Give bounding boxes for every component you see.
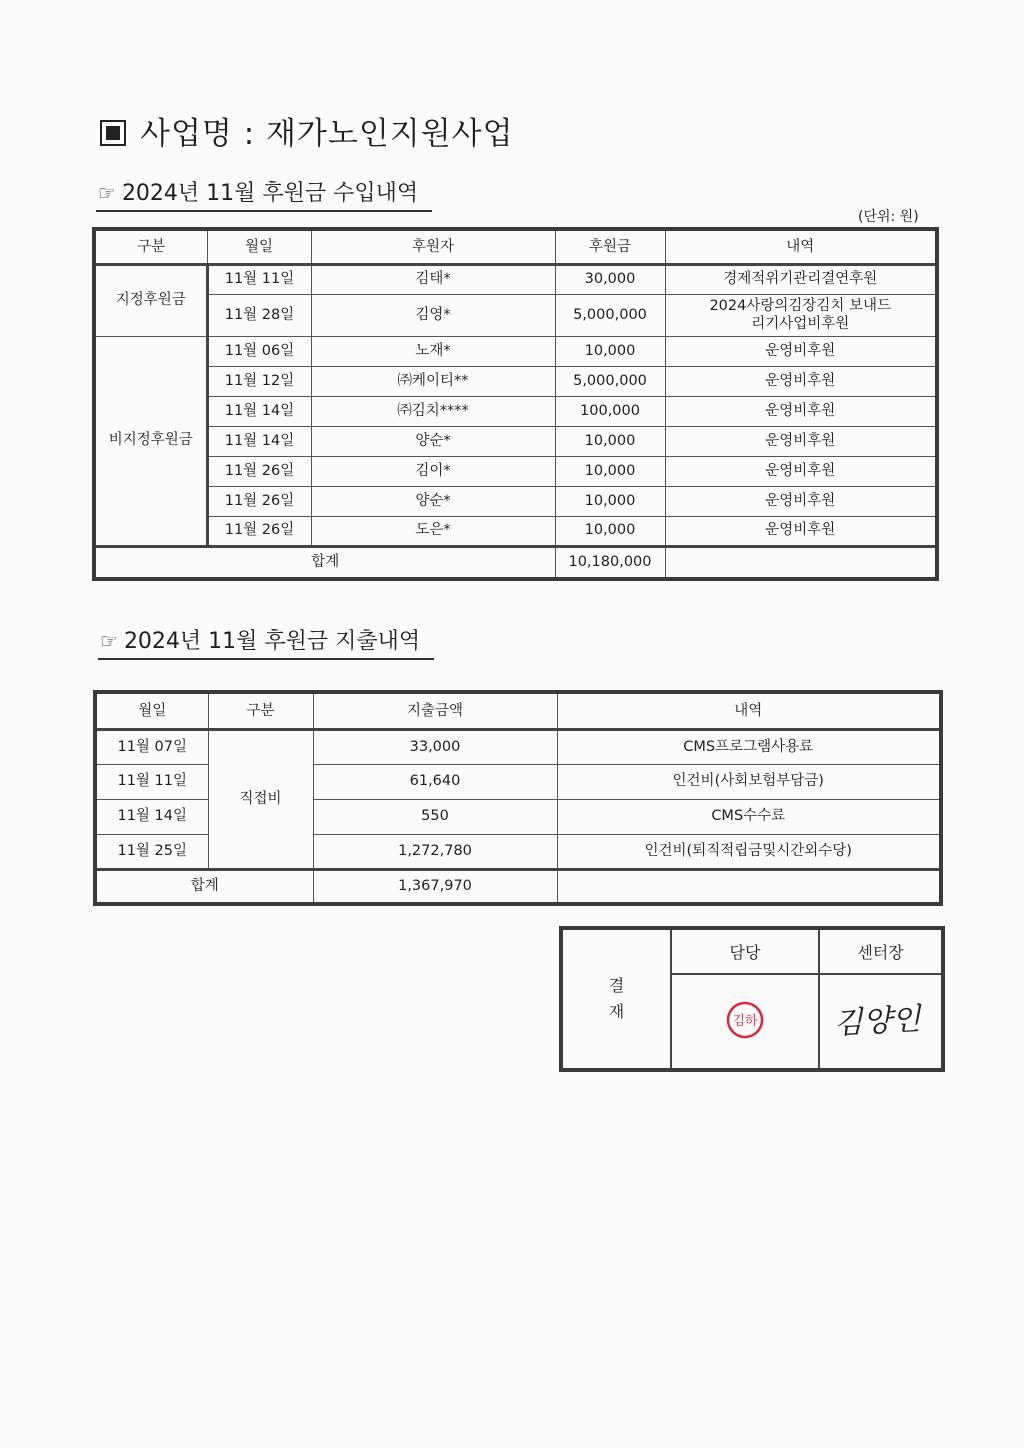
- income-header-donor: 후원자: [311, 229, 555, 264]
- table-row: [94, 516, 937, 546]
- amount-cell: 10,000: [555, 486, 665, 516]
- detail-cell: CMS프로그램사용료: [557, 729, 941, 764]
- date-cell: 11월 26일: [207, 456, 311, 486]
- table-row: [94, 396, 937, 426]
- table-row: [94, 426, 937, 456]
- pointing-hand-icon: ☞: [100, 629, 118, 653]
- detail-cell: 운영비후원: [665, 336, 937, 366]
- donor-cell: 김영*: [311, 294, 555, 336]
- page-title: [100, 108, 514, 153]
- table-row: [94, 294, 937, 336]
- expense-heading-text: 2024년 11월 후원금 지출내역: [123, 629, 421, 654]
- date-cell: 11월 26일: [207, 516, 311, 546]
- income-header-detail: 내역: [665, 229, 937, 264]
- date-cell: 11월 07일: [95, 729, 208, 764]
- table-row: [94, 366, 937, 396]
- detail-cell: 운영비후원: [665, 456, 937, 486]
- detail-cell: 운영비후원: [665, 396, 937, 426]
- detail-cell: 운영비후원: [665, 486, 937, 516]
- income-table: [92, 227, 939, 581]
- table-row: [95, 729, 941, 764]
- date-cell: 11월 11일: [207, 264, 311, 294]
- date-cell: 11월 12일: [207, 366, 311, 396]
- income-total-amount: 10,180,000: [555, 546, 665, 579]
- approval-box: [559, 926, 945, 1072]
- detail-cell: 인건비(사회보험부담금): [557, 764, 941, 799]
- donor-cell: 양순*: [311, 486, 555, 516]
- date-cell: 11월 06일: [207, 336, 311, 366]
- amount-cell: 10,000: [555, 426, 665, 456]
- handwritten-signature: [826, 995, 936, 1045]
- table-row: [94, 336, 937, 366]
- detail-cell: 운영비후원: [665, 366, 937, 396]
- page-title-text: 사업명 : 재가노인지원사업: [140, 116, 514, 152]
- amount-cell: 1,272,780: [313, 834, 557, 869]
- approval-label-line2: 재: [608, 1002, 625, 1021]
- svg-text:김하: 김하: [732, 1013, 758, 1029]
- amount-cell: 33,000: [313, 729, 557, 764]
- expense-header-detail: 내역: [557, 692, 941, 729]
- table-row: [94, 456, 937, 486]
- amount-cell: 5,000,000: [555, 366, 665, 396]
- amount-cell: 30,000: [555, 264, 665, 294]
- detail-cell: 운영비후원: [665, 426, 937, 456]
- date-cell: 11월 25일: [95, 834, 208, 869]
- expense-total-detail: [557, 869, 941, 904]
- amount-cell: 10,000: [555, 336, 665, 366]
- approval-label: [561, 928, 671, 1070]
- donor-cell: 도은*: [311, 516, 555, 546]
- date-cell: 11월 26일: [207, 486, 311, 516]
- amount-cell: 61,640: [313, 764, 557, 799]
- date-cell: 11월 14일: [207, 396, 311, 426]
- approval-label-line1: 결: [608, 976, 625, 995]
- date-cell: 11월 14일: [95, 799, 208, 834]
- expense-total-label: 합계: [95, 869, 313, 904]
- donor-cell: ㈜김치****: [311, 396, 555, 426]
- square-bullet-icon: [100, 120, 126, 146]
- date-cell: 11월 28일: [207, 294, 311, 336]
- income-total-label: 합계: [94, 546, 555, 579]
- income-header-amount: 후원금: [555, 229, 665, 264]
- expense-total-amount: 1,367,970: [313, 869, 557, 904]
- income-heading-text: 2024년 11월 후원금 수입내역: [121, 181, 419, 206]
- red-seal-stamp: [723, 998, 767, 1042]
- expense-header-category: 구분: [208, 692, 313, 729]
- expense-header-row: [95, 692, 941, 729]
- amount-cell: 100,000: [555, 396, 665, 426]
- table-row: [94, 264, 937, 294]
- svg-text:김양인: 김양인: [832, 1001, 922, 1041]
- donor-cell: 김이*: [311, 456, 555, 486]
- amount-cell: 10,000: [555, 456, 665, 486]
- category-cell: 지정후원금: [94, 264, 207, 336]
- expense-header-amount: 지출금액: [313, 692, 557, 729]
- detail-cell: 인건비(퇴직적립금및시간외수당): [557, 834, 941, 869]
- expense-total-row: [95, 869, 941, 904]
- expense-table: [93, 690, 943, 906]
- donor-cell: 노재*: [311, 336, 555, 366]
- income-total-row: [94, 546, 937, 579]
- detail-cell: 2024사랑의김장김치 보내드리기사업비후원: [665, 294, 937, 336]
- manager-stamp-cell: [671, 974, 819, 1070]
- approval-col-director: 센터장: [819, 928, 943, 974]
- approval-col-manager: 담당: [671, 928, 819, 974]
- donor-cell: ㈜케이티**: [311, 366, 555, 396]
- director-signature-cell: [819, 974, 943, 1070]
- detail-cell: 경제적위기관리결연후원: [665, 264, 937, 294]
- income-header-category: 구분: [94, 229, 207, 264]
- amount-cell: 5,000,000: [555, 294, 665, 336]
- date-cell: 11월 11일: [95, 764, 208, 799]
- income-header-date: 월일: [207, 229, 311, 264]
- unit-label: (단위: 원): [858, 209, 919, 225]
- expense-heading: [98, 624, 434, 660]
- amount-cell: 10,000: [555, 516, 665, 546]
- detail-cell: CMS수수료: [557, 799, 941, 834]
- date-cell: 11월 14일: [207, 426, 311, 456]
- pointing-hand-icon: ☞: [98, 181, 116, 205]
- income-heading: [96, 176, 432, 212]
- donor-cell: 양순*: [311, 426, 555, 456]
- detail-cell: 운영비후원: [665, 516, 937, 546]
- income-total-detail: [665, 546, 937, 579]
- income-header-row: [94, 229, 937, 264]
- amount-cell: 550: [313, 799, 557, 834]
- table-row: [94, 486, 937, 516]
- category-cell: 비지정후원금: [94, 336, 207, 546]
- donor-cell: 김태*: [311, 264, 555, 294]
- category-cell: 직접비: [208, 729, 313, 869]
- expense-header-date: 월일: [95, 692, 208, 729]
